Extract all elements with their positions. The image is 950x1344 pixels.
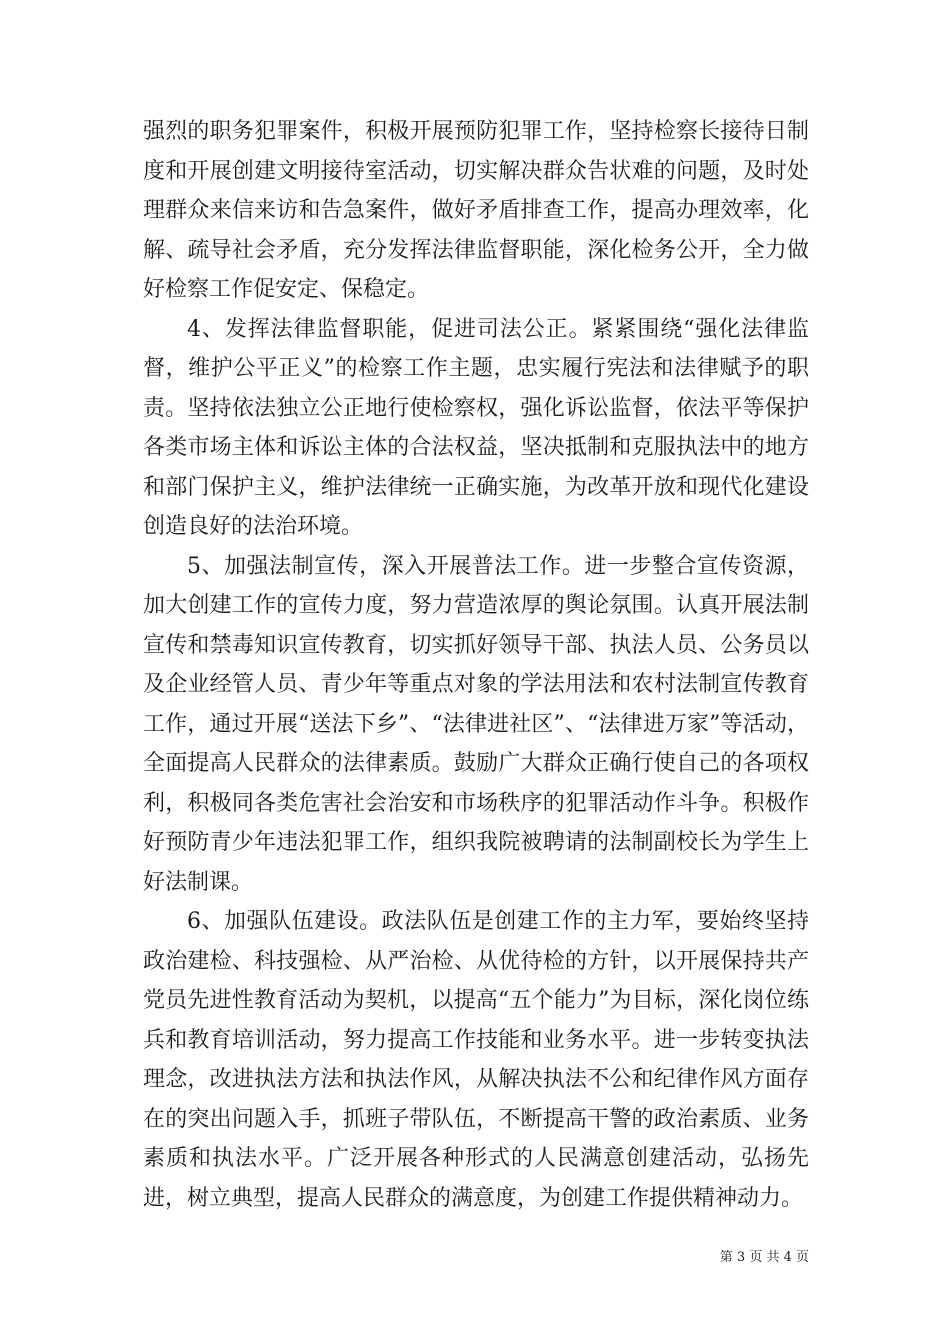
page-number-footer: 第 3 页 共 4 页 (719, 1250, 809, 1265)
paragraph-item-5: 5、加强法制宣传，深入开展普法工作。进一步整合宣传资源，加大创建工作的宣传力度，努力营造浓厚的舆论氛围。认真开展法制宣传和禁毒知识宣传教育，切实抓好领导干部、执法人员、公务员以及企业经管人员、青少年等重点对象的学法用法和农村法制宣传教育工作，通过开展“送法下乡”、“法律进社区”、“法律进万家”等活动，全面提高人民群众的法律素质。鼓励广大群众正确行使自己的各项权利，积极同各类危害社会治安和市场秩序的犯罪活动作斗争。积极作好预防青少年违法犯罪工作，组织我院被聘请的法制副校长为学生上好法制课。 (143, 553, 809, 895)
paragraph-item-6: 6、加强队伍建设。政法队伍是创建工作的主力军，要始终坚持政治建检、科技强检、从严治检、从优待检的方针，以开展保持共产党员先进性教育活动为契机，以提高“五个能力”为目标，深化岗位练兵和教育培训活动，努力提高工作技能和业务水平。进一步转变执法理念，改进执法方法和执法作风，从解决执法不公和纪律作风方面存在的突出问题入手，抓班子带队伍，不断提高干警的政治素质、业务素质和执法水平。广泛开展各种形式的人民满意创建活动，弘扬先进，树立典型，提高人民群众的满意度，为创建工作提供精神动力。 (143, 909, 809, 1211)
document-body (143, 112, 809, 1218)
paragraph-item-4: 4、发挥法律监督职能，促进司法公正。紧紧围绕“强化法律监督，维护公平正义”的检察工作主题，忠实履行宪法和法律赋予的职责。坚持依法独立公正地行使检察权，强化诉讼监督，依法平等保护各类市场主体和诉讼主体的合法权益，坚决抵制和克服执法中的地方和部门保护主义，维护法律统一正确实施，为改革开放和现代化建设创造良好的法治环境。 (143, 316, 809, 539)
paragraph-continuation: 强烈的职务犯罪案件，积极开展预防犯罪工作，坚持检察长接待日制度和开展创建文明接待室活动，切实解决群众告状难的问题，及时处理群众来信来访和告急案件，做好矛盾排查工作，提高办理效率，化解、疏导社会矛盾，充分发挥法律监督职能，深化检务公开，全力做好检察工作促安定、保稳定。 (143, 119, 809, 302)
